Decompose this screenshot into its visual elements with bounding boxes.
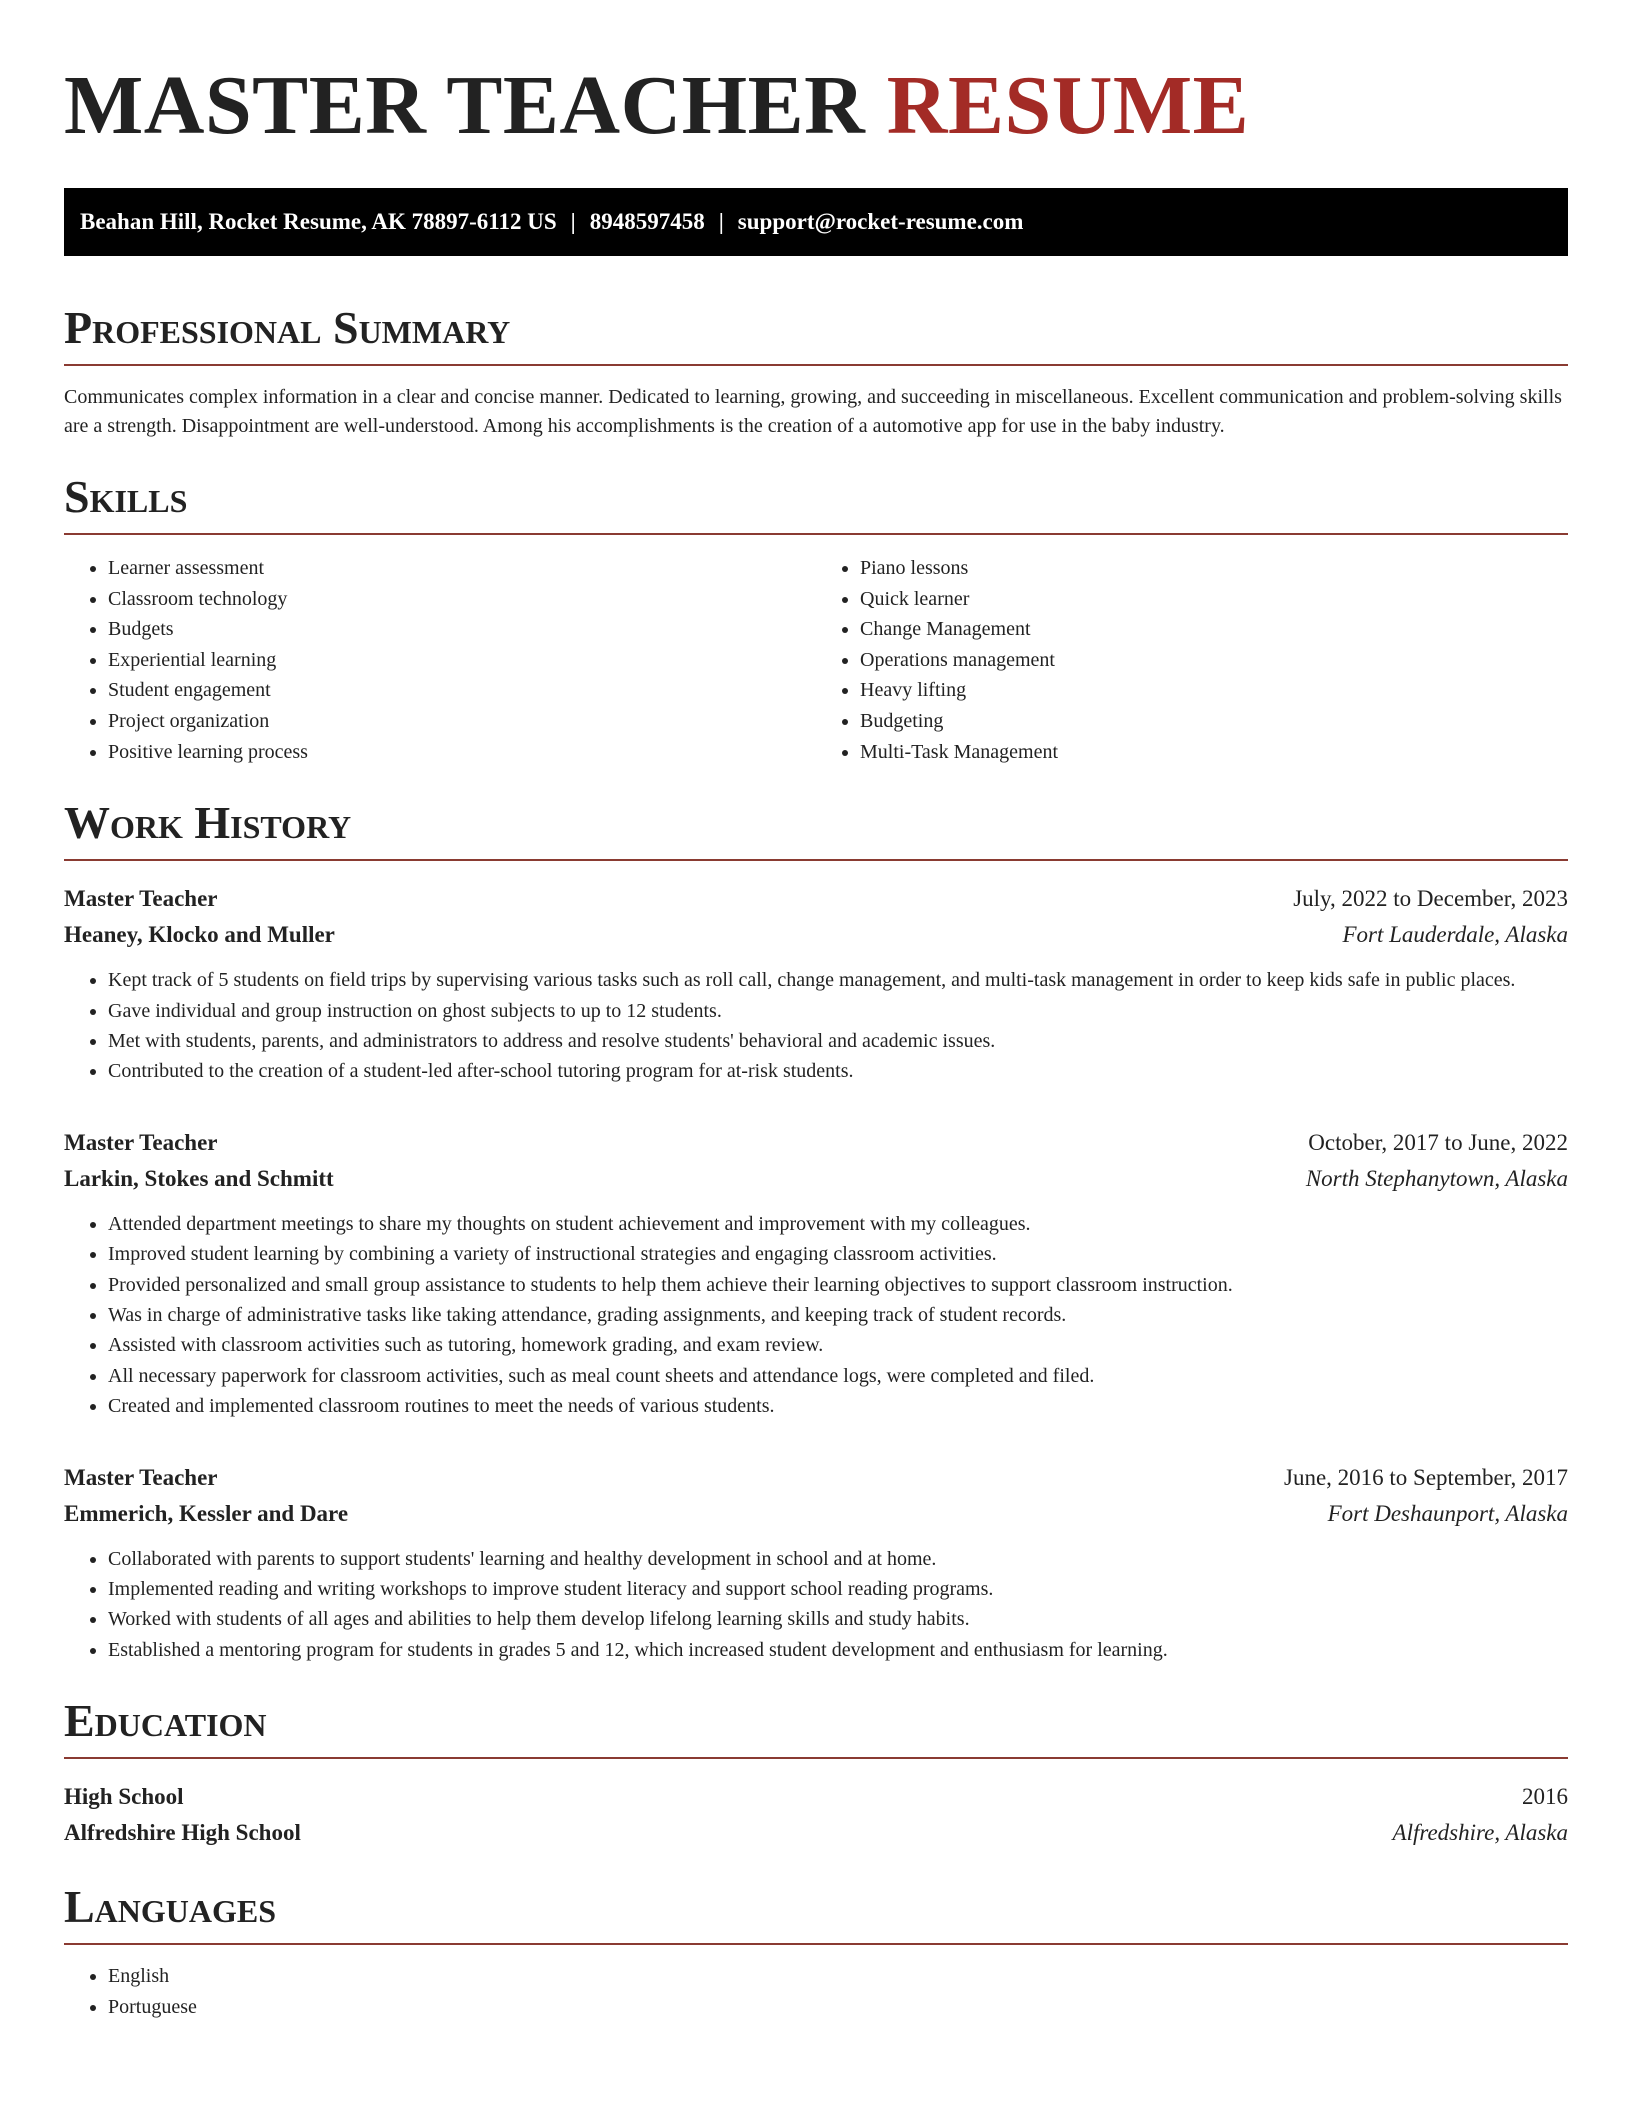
skill-item: • Learner assessment <box>108 553 816 584</box>
education-school: Alfredshire High School <box>64 1820 301 1846</box>
job-bullet: • Contributed to the creation of a student-led after-school tutoring program for at-risk students. <box>108 1056 1568 1086</box>
job-bullet: • Implemented reading and writing workshops to improve student literacy and support school reading programs. <box>108 1574 1568 1604</box>
job-bullet: • Kept track of 5 students on field trips by supervising various tasks such as roll call, change management, and multi-task management in order to keep kids safe in public places. <box>108 965 1568 995</box>
education-degree: High School <box>64 1784 184 1810</box>
skill-item: • Operations management <box>860 645 1568 676</box>
job-bullet: • Worked with students of all ages and abilities to help them develop lifelong learning skills and study habits. <box>108 1604 1568 1634</box>
summary-text: Communicates complex information in a clear and concise manner. Dedicated to learning, growing, and succeeding in miscellaneous. Excellent communication and problem-solving skills are a strength. Disappointment are well-understood. Among his accomplishments is the creation of a automotive app for use in the baby industry. <box>64 386 1562 437</box>
job-bullet: • Improved student learning by combining a variety of instructional strategies and engaging classroom activities. <box>108 1239 1568 1269</box>
skills-column-right <box>816 553 1568 767</box>
skill-item: • Positive learning process <box>108 737 816 768</box>
skills-heading: Skills <box>64 471 1568 535</box>
skill-item: • Experiential learning <box>108 645 816 676</box>
education-heading: Education <box>64 1695 1568 1759</box>
skills-column-left <box>64 553 816 767</box>
job-location: North Stephanytown, Alaska <box>1305 1165 1568 1191</box>
skill-item: • Budgets <box>108 614 816 645</box>
job-header-row <box>64 1125 1568 1161</box>
job-title: Master Teacher <box>64 1464 218 1490</box>
job-company-row <box>64 917 1568 953</box>
job-title: Master Teacher <box>64 886 218 912</box>
job-bullet: • Attended department meetings to share my thoughts on student achievement and improvement with my colleagues. <box>108 1209 1568 1239</box>
job-bullet: • Met with students, parents, and administrators to address and resolve students' behavioral and academic issues. <box>108 1026 1568 1056</box>
skill-item: • Change Management <box>860 614 1568 645</box>
job-header-row <box>64 881 1568 917</box>
title-main: MASTER TEACHER <box>64 59 866 152</box>
job-location: Fort Lauderdale, Alaska <box>1342 922 1568 948</box>
skill-item: • Multi-Task Management <box>860 737 1568 768</box>
job-bullet: • Assisted with classroom activities such as tutoring, homework grading, and exam review. <box>108 1330 1568 1360</box>
education-school-row <box>64 1815 1568 1851</box>
resume-title <box>64 58 1568 154</box>
job-bullet: • Established a mentoring program for students in grades 5 and 12, which increased student development and enthusiasm for learning. <box>108 1635 1568 1665</box>
job-bullets <box>64 1544 1568 1666</box>
job-company-row <box>64 1496 1568 1532</box>
skill-item: • Budgeting <box>860 706 1568 737</box>
summary-heading: Professional Summary <box>64 302 1568 366</box>
job-bullet: • Gave individual and group instruction on ghost subjects to up to 12 students. <box>108 996 1568 1026</box>
skill-item: • Heavy lifting <box>860 675 1568 706</box>
skill-item: • Quick learner <box>860 584 1568 615</box>
languages-list <box>64 1961 1568 2022</box>
job-bullets <box>64 1209 1568 1422</box>
job-bullet: • Collaborated with parents to support students' learning and healthy development in school and at home. <box>108 1544 1568 1574</box>
job-company: Emmerich, Kessler and Dare <box>64 1500 349 1526</box>
job-company: Larkin, Stokes and Schmitt <box>64 1165 334 1191</box>
job-dates: October, 2017 to June, 2022 <box>1308 1129 1568 1155</box>
education-location: Alfredshire, Alaska <box>1392 1820 1568 1846</box>
job-title: Master Teacher <box>64 1129 218 1155</box>
skill-item: • Project organization <box>108 706 816 737</box>
job-dates: June, 2016 to September, 2017 <box>1284 1464 1568 1490</box>
contact-phone: 8948597458 <box>589 209 705 234</box>
education-header-row <box>64 1779 1568 1815</box>
job-bullet: • Was in charge of administrative tasks like taking attendance, grading assignments, and keeping track of student records. <box>108 1300 1568 1330</box>
job-company-row <box>64 1161 1568 1197</box>
education-year: 2016 <box>1522 1784 1568 1810</box>
language-item: • Portuguese <box>108 1992 1568 2023</box>
job-company: Heaney, Klocko and Muller <box>64 922 335 948</box>
job-header-row <box>64 1460 1568 1496</box>
title-accent: RESUME <box>886 59 1250 152</box>
contact-separator: | <box>718 209 724 234</box>
job-bullet: • Provided personalized and small group assistance to students to help them achieve their learning objectives to support classroom instruction. <box>108 1270 1568 1300</box>
job-location: Fort Deshaunport, Alaska <box>1327 1500 1568 1526</box>
skill-item: • Piano lessons <box>860 553 1568 584</box>
job-dates: July, 2022 to December, 2023 <box>1293 886 1568 912</box>
contact-email[interactable]: support@rocket-resume.com <box>737 209 1024 234</box>
skill-item: • Student engagement <box>108 675 816 706</box>
job-entry <box>64 1125 1568 1422</box>
languages-heading: Languages <box>64 1881 1568 1945</box>
language-item: • English <box>108 1961 1568 1992</box>
job-bullet: • All necessary paperwork for classroom activities, such as meal count sheets and attendance logs, were completed and filed. <box>108 1361 1568 1391</box>
contact-separator: | <box>570 209 576 234</box>
job-bullets <box>64 965 1568 1087</box>
work-history-heading: Work History <box>64 797 1568 861</box>
skill-item: • Classroom technology <box>108 584 816 615</box>
job-entry <box>64 1460 1568 1666</box>
contact-bar <box>64 188 1568 256</box>
job-bullet: • Created and implemented classroom routines to meet the needs of various students. <box>108 1391 1568 1421</box>
contact-address: Beahan Hill, Rocket Resume, AK 78897-6112 US <box>80 209 557 234</box>
education-entry <box>64 1779 1568 1851</box>
job-entry <box>64 881 1568 1087</box>
skills-list <box>64 553 1568 767</box>
